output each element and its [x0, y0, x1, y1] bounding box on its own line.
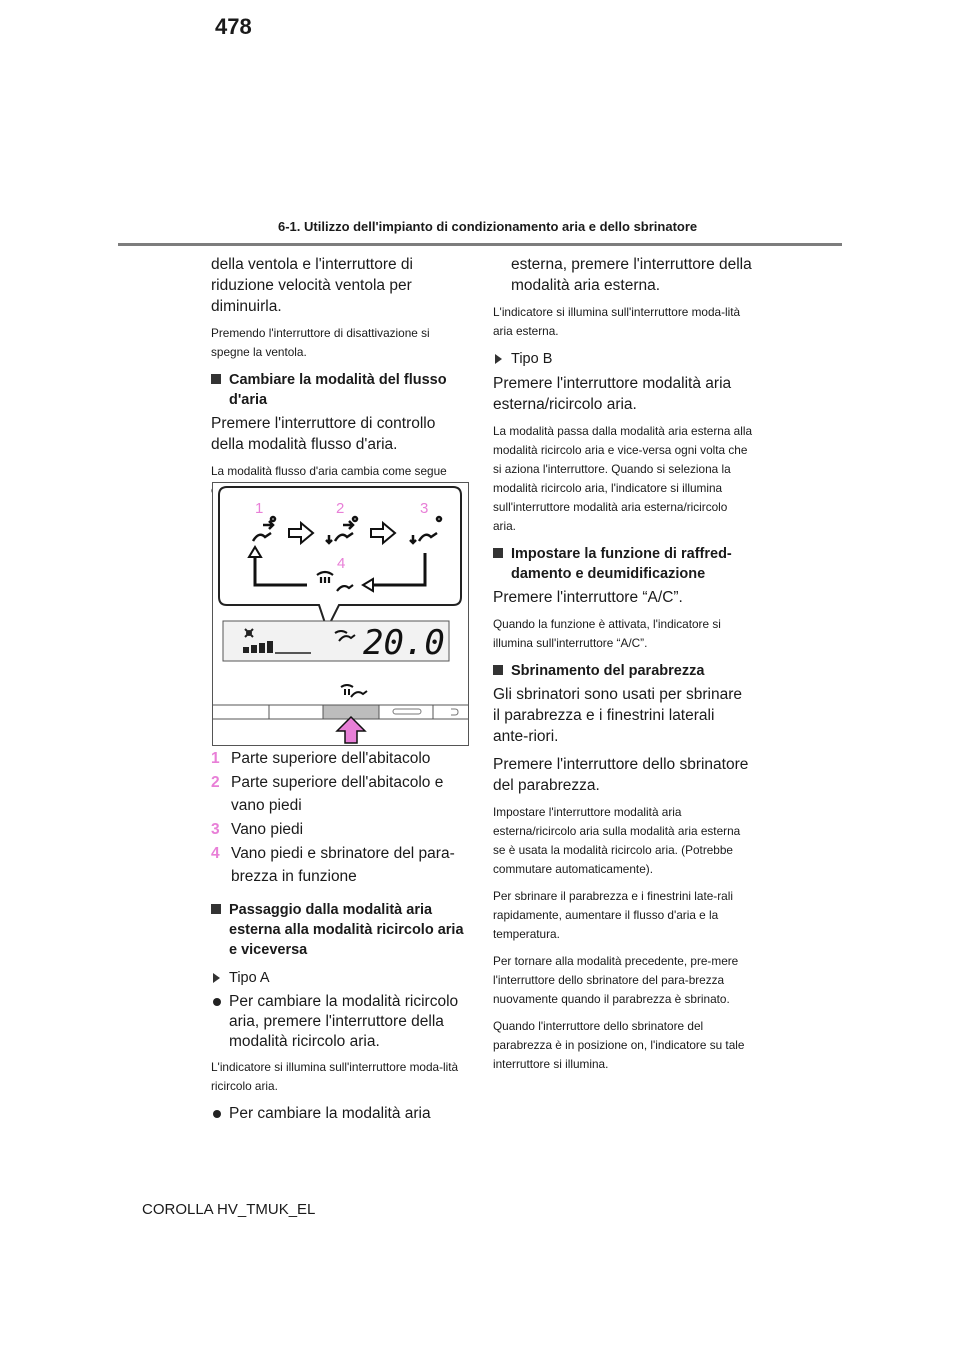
triangle-bullet-icon — [213, 973, 220, 983]
type-heading: Tipo A — [211, 970, 469, 986]
button-indicator — [393, 709, 421, 714]
label-2: 2 — [336, 500, 345, 517]
note: L'indicatore si illumina sull'interruttore moda-lità ricircolo aria. — [211, 1060, 459, 1093]
left-column — [211, 254, 469, 508]
list-item: 2 Parte superiore dell'abitacolo e vano piedi — [211, 774, 444, 814]
section-heading: Passaggio dalla modalità aria esterna alla modalità ricircolo aria e viceversa — [211, 900, 469, 960]
note: La modalità passa dalla modalità aria esterna alla modalità ricircolo aria e vice-versa ogni volta che si aziona l'interruttore. Quando si seleziona la modalità ricircolo aria, l'indicatore si illumina sull'interruttore modalità aria esterna/ricircolo aria. — [493, 424, 753, 533]
type-heading: Tipo B — [493, 351, 753, 367]
label-4: 4 — [337, 555, 346, 572]
chapter-header: 6-1. Utilizzo dell'impianto di condizionamento aria e dello sbrinatore — [278, 219, 698, 234]
square-bullet-icon — [493, 665, 503, 675]
fan-icon — [245, 629, 253, 637]
note: Quando l'interruttore dello sbrinatore del parabrezza è in posizione on, l'indicatore su tale interruttore si illumina. — [493, 1019, 745, 1071]
defrost-feet-button-icon — [341, 685, 367, 697]
right-column — [493, 254, 753, 1082]
paragraph: della ventola e l'interruttore di riduzione velocità ventola per diminuirla. — [211, 256, 413, 315]
note: Impostare l'interruttore modalità aria esterna/ricircolo aria sulla modalità aria esterna se è usata la modalità ricircolo aria. (Potrebbe commutare automaticamente). — [493, 805, 741, 876]
list-item: 3 Vano piedi — [211, 821, 304, 838]
square-bullet-icon — [493, 548, 503, 558]
paragraph: Premere l'interruttore dello sbrinatore del parabrezza. — [493, 756, 749, 794]
numbered-list — [211, 747, 469, 1130]
page-number: 478 — [215, 14, 252, 39]
note: La modalità flusso d'aria cambia come segue — [211, 464, 447, 478]
note: Per sbrinare il parabrezza e i finestrini late-rali rapidamente, aumentare il flusso d'aria e la temperatura. — [493, 889, 733, 941]
triangle-bullet-icon — [495, 354, 502, 364]
list-item: 4 Vano piedi e sbrinatore del para-brezza in funzione — [211, 845, 455, 885]
temperature-display: 20.0 — [363, 623, 445, 663]
section-heading: Impostare la funzione di raffred-damento e deumidificazione — [493, 544, 753, 584]
section-heading: Sbrinamento del parabrezza — [493, 661, 753, 681]
bullet-item: Per cambiare la modalità ricircolo aria, premere l'interruttore della modalità ricircolo aria. — [211, 992, 469, 1052]
airflow-mode-figure — [212, 482, 469, 746]
footer-model: COROLLA HV_TMUK_EL — [142, 1201, 316, 1218]
label-1: 1 — [255, 500, 264, 517]
airflow-diagram — [213, 483, 468, 745]
section-heading: Cambiare la modalità del flusso d'aria — [211, 370, 469, 410]
label-3: 3 — [420, 500, 429, 517]
paragraph: esterna, premere l'interruttore della modalità aria esterna. — [511, 256, 752, 294]
note: Per tornare alla modalità precedente, pre-mere l'interruttore dello sbrinatore del para-brezza nuovamente quando il parabrezza è sbrinato. — [493, 954, 739, 1006]
paragraph: Gli sbrinatori sono usati per sbrinare il parabrezza e i finestrini laterali ante-riori. — [493, 686, 742, 745]
square-bullet-icon — [211, 374, 221, 384]
list-item: 1 Parte superiore dell'abitacolo — [211, 750, 431, 767]
note: L'indicatore si illumina sull'interruttore moda-lità aria esterna. — [493, 305, 741, 338]
press-arrow-icon — [337, 717, 365, 743]
dot-bullet-icon — [213, 998, 221, 1006]
bullet-item: Per cambiare la modalità aria — [211, 1104, 469, 1124]
paragraph: Premere l'interruttore “A/C”. — [493, 589, 683, 606]
paragraph: Premere l'interruttore modalità aria esterna/ricircolo aria. — [493, 375, 732, 413]
note: Quando la funzione è attivata, l'indicatore si illumina sull'interruttore “A/C”. — [493, 617, 721, 650]
header-rule — [118, 243, 842, 246]
note: Premendo l'interruttore di disattivazione si spegne la ventola. — [211, 326, 430, 359]
dot-bullet-icon — [213, 1110, 221, 1118]
paragraph: Premere l'interruttore di controllo della modalità flusso d'aria. — [211, 415, 436, 453]
square-bullet-icon — [211, 904, 221, 914]
